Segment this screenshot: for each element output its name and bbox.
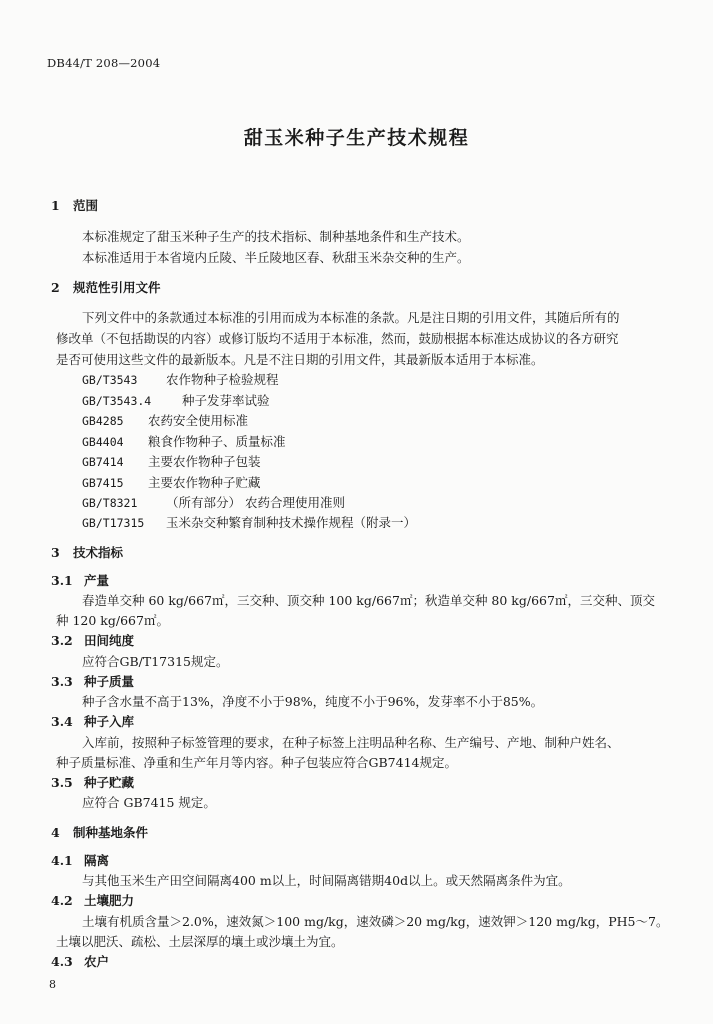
subsection-heading — [51, 672, 134, 690]
subsection-title: 隔离 — [84, 853, 110, 868]
reference-code: GB7414 — [82, 455, 124, 469]
paragraph: 本标准适用于本省境内丘陵、半丘陵地区春、秋甜玉米杂交种的生产。 — [82, 250, 470, 265]
subsection-title: 产量 — [84, 573, 110, 588]
subsection-heading — [51, 773, 134, 791]
reference-code: GB4285 — [82, 414, 124, 428]
reference-item — [82, 452, 261, 470]
reference-title: 玉米杂交种繁育制种技术操作规程（附录一） — [166, 515, 417, 530]
reference-title: 农药安全使用标准 — [148, 413, 249, 428]
standard-code-header: DB44/T 208—2004 — [47, 56, 161, 70]
reference-item — [82, 411, 248, 429]
section-2-heading — [51, 278, 161, 296]
subsection-number: 3.5 — [51, 775, 73, 790]
section-number: 4 — [51, 825, 60, 840]
section-4-heading — [51, 823, 148, 841]
section-number: 1 — [51, 198, 60, 213]
paragraph-line: 应符合GB/T17315规定。 — [82, 654, 229, 669]
section-number: 2 — [51, 280, 60, 295]
subsection-heading — [51, 891, 134, 909]
subsection-title: 田间纯度 — [84, 633, 135, 648]
paragraph-line: 入库前，按照种子标签管理的要求，在种子标签上注明品种名称、生产编号、产地、制种户姓名、 — [82, 735, 620, 750]
subsection-number: 3.3 — [51, 674, 73, 689]
reference-title: （所有部分） 农药合理使用准则 — [166, 495, 345, 510]
subsection-title: 土壤肥力 — [84, 893, 135, 908]
reference-code: GB/T3543.4 — [82, 394, 152, 408]
subsection-number: 4.3 — [51, 954, 73, 969]
reference-code: GB/T17315 — [82, 516, 145, 530]
page-number: 8 — [49, 978, 56, 991]
paragraph-line: 种子含水量不高于13%，净度不小于98%，纯度不小于96%，发芽率不小于85%。 — [82, 694, 544, 709]
paragraph-line: 是否可使用这些文件的最新版本。凡是不注日期的引用文件，其最新版本适用于本标准。 — [56, 352, 544, 367]
reference-title: 种子发芽率试验 — [182, 393, 270, 408]
section-title: 范围 — [73, 198, 99, 213]
subsection-number: 3.1 — [51, 573, 73, 588]
paragraph-line: 应符合 GB7415 规定。 — [82, 795, 216, 810]
subsection-heading — [51, 631, 134, 649]
section-title: 规范性引用文件 — [73, 280, 161, 295]
paragraph-line: 土壤以肥沃、疏松、土层深厚的壤土或沙壤土为宜。 — [56, 934, 344, 949]
reference-item — [82, 370, 279, 388]
document-title: 甜玉米种子生产技术规程 — [243, 127, 470, 149]
reference-item — [82, 391, 270, 409]
subsection-title: 种子入库 — [84, 714, 135, 729]
subsection-number: 4.2 — [51, 893, 73, 908]
reference-code: GB7415 — [82, 476, 124, 490]
subsection-heading — [51, 952, 109, 970]
subsection-heading — [51, 851, 109, 869]
subsection-title: 种子质量 — [84, 674, 135, 689]
subsection-heading — [51, 571, 109, 589]
subsection-title: 农户 — [84, 954, 110, 969]
reference-title: 农作物种子检验规程 — [166, 372, 279, 387]
reference-title: 粮食作物种子、质量标准 — [148, 434, 286, 449]
section-title: 制种基地条件 — [73, 825, 149, 840]
subsection-heading — [51, 712, 134, 730]
reference-item — [82, 432, 286, 450]
reference-title: 主要农作物种子包装 — [148, 454, 261, 469]
section-title: 技术指标 — [73, 545, 124, 560]
reference-item — [82, 473, 261, 491]
section-1-heading — [51, 196, 98, 214]
subsection-number: 3.4 — [51, 714, 73, 729]
paragraph-line: 下列文件中的条款通过本标准的引用而成为本标准的条款。凡是注日期的引用文件，其随后所有的 — [82, 310, 620, 325]
reference-title: 主要农作物种子贮藏 — [148, 475, 261, 490]
subsection-number: 3.2 — [51, 633, 73, 648]
subsection-number: 4.1 — [51, 853, 73, 868]
reference-code: GB4404 — [82, 435, 124, 449]
reference-item — [82, 513, 416, 531]
paragraph-line: 春造单交种 60 kg/667㎡，三交种、顶交种 100 kg/667㎡；秋造单交种 80 kg/667㎡，三交种、顶交 — [82, 593, 655, 608]
section-number: 3 — [51, 545, 60, 560]
paragraph-line: 种 120 kg/667㎡。 — [56, 613, 169, 628]
paragraph: 本标准规定了甜玉米种子生产的技术指标、制种基地条件和生产技术。 — [82, 229, 470, 244]
paragraph-line: 种子质量标准、净重和生产年月等内容。种子包装应符合GB7414规定。 — [56, 755, 457, 770]
paragraph-line: 修改单（不包括勘误的内容）或修订版均不适用于本标准，然而，鼓励根据本标准达成协议的各方研究 — [56, 331, 619, 346]
reference-item — [82, 493, 345, 511]
paragraph-line: 土壤有机质含量＞2.0%，速效氮＞100 mg/kg，速效磷＞20 mg/kg，速效钾＞120 mg/kg，PH5～7。 — [82, 914, 669, 929]
paragraph-line: 与其他玉米生产田空间隔离400 m以上，时间隔离错期40d以上。或天然隔离条件为宜。 — [82, 873, 571, 888]
reference-code: GB/T3543 — [82, 373, 138, 387]
subsection-title: 种子贮藏 — [84, 775, 135, 790]
section-3-heading — [51, 543, 123, 561]
reference-code: GB/T8321 — [82, 496, 138, 510]
